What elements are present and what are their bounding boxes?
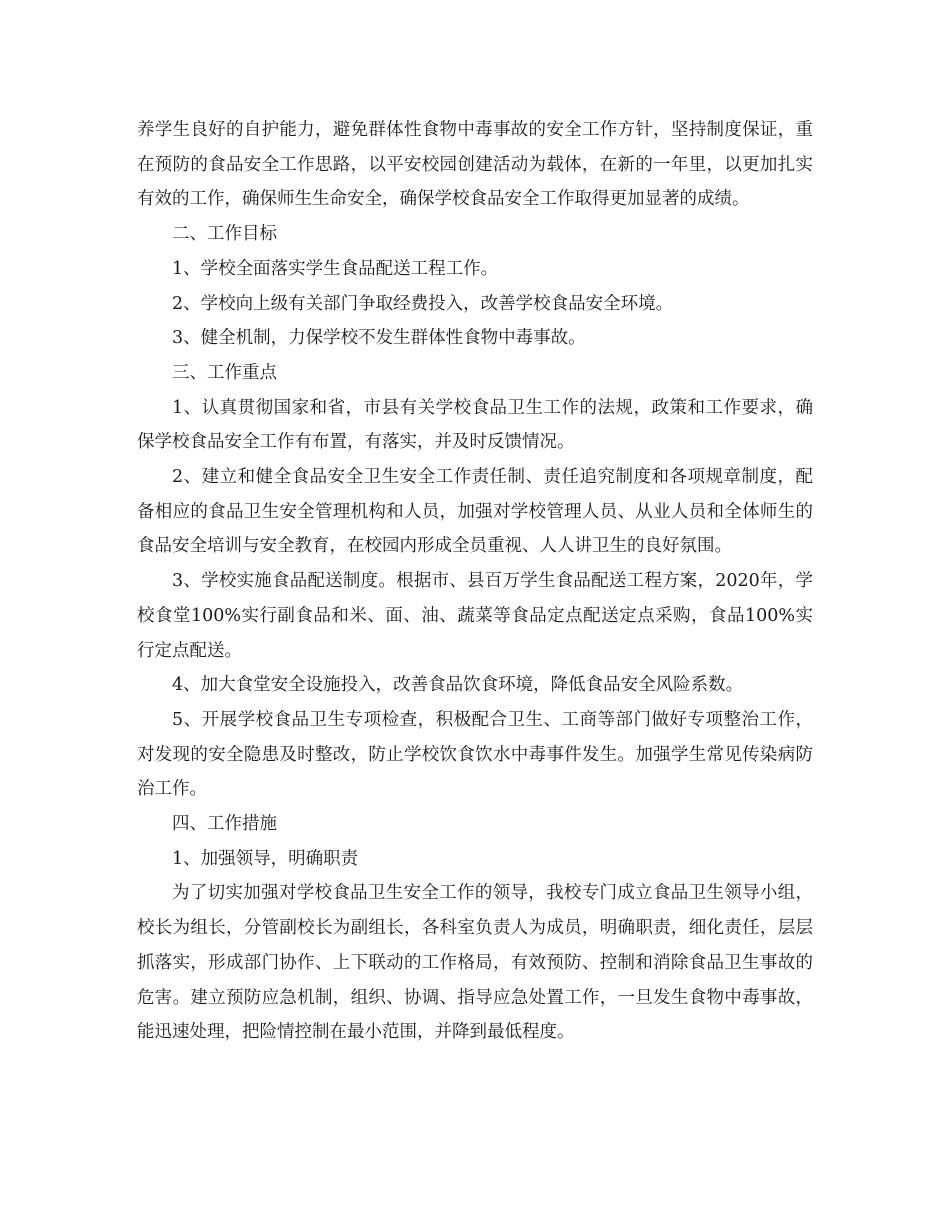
paragraph: 4、加大食堂安全设施投入，改善食品饮食环境，降低食品安全风险系数。 — [172, 675, 744, 696]
subsection-heading: 1、加强领导，明确职责 — [172, 848, 359, 869]
paragraph: 2、学校向上级有关部门争取经费投入，改善学校食品安全环境。 — [172, 293, 674, 314]
paragraph: 3、健全机制，力保学校不发生群体性食物中毒事故。 — [172, 328, 586, 349]
paragraph: 2、建立和健全食品安全卫生安全工作责任制、责任追究制度和各项规章制度，配备相应的食品卫生安全管理机构和人员，加强对学校管理人员、从业人员和全体师生的食品安全培训与安全教育，在校园内形成全员重视、人人讲卫生的良好氛围。 — [137, 467, 813, 557]
paragraph: 为了切实加强对学校食品卫生安全工作的领导，我校专门成立食品卫生领导小组，校长为组长，分管副校长为副组长，各科室负责人为成员，明确职责，细化责任，层层抓落实，形成部门协作、上下联动的工作格局，有效预防、控制和消除食品卫生事故的危害。建立预防应急机制，组织、协调、指导应急处置工作，一旦发生食物中毒事故，能迅速处理，把险情控制在最小范围，并降到最低程度。 — [137, 883, 813, 1043]
paragraph: 1、认真贯彻国家和省，市县有关学校食品卫生工作的法规，政策和工作要求，确保学校食品安全工作有布置，有落实，并及时反馈情况。 — [137, 397, 813, 453]
paragraph: 1、学校全面落实学生食品配送工程工作。 — [172, 258, 499, 279]
paragraph: 养学生良好的自护能力，避免群体性食物中毒事故的安全工作方针，坚持制度保证，重在预防的食品安全工作思路，以平安校园创建活动为载体，在新的一年里，以更加扎实有效的工作，确保师生生命安全，确保学校食品安全工作取得更加显著的成绩。 — [137, 120, 813, 210]
paragraph: 3、学校实施食品配送制度。根据市、县百万学生食品配送工程方案，2020年，学校食堂100%实行副食品和米、面、油、蔬菜等食品定点配送定点采购，食品100%实行定点配送。 — [137, 571, 813, 661]
section-heading: 二、工作目标 — [172, 224, 277, 245]
section-heading: 三、工作重点 — [172, 362, 277, 383]
section-heading: 四、工作措施 — [172, 814, 277, 835]
document-body — [137, 113, 813, 1050]
paragraph: 5、开展学校食品卫生专项检查，积极配合卫生、工商等部门做好专项整治工作，对发现的安全隐患及时整改，防止学校饮食饮水中毒事件发生。加强学生常见传染病防治工作。 — [137, 709, 813, 800]
